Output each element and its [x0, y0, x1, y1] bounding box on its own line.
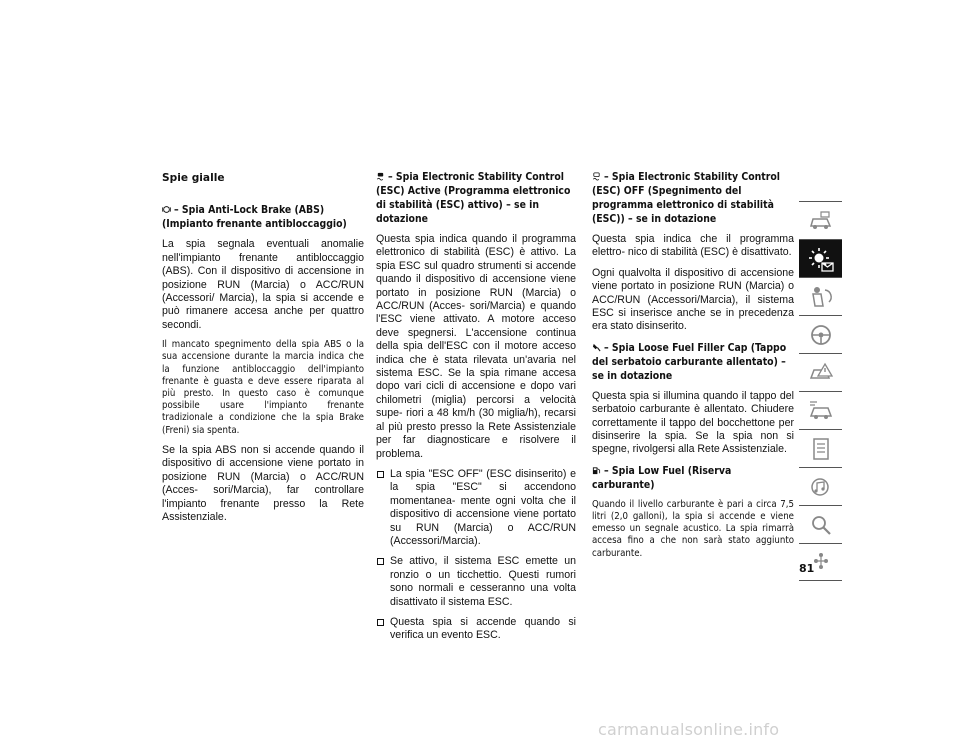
watermark: carmanualsonline.info — [598, 720, 780, 739]
low-fuel-note: Quando il livello carburante è pari a circa 7,5 litri (2,0 galloni), la spia si accende e viene emesso un segnale acustico. La spia rimarrà accesa fino a che non sarà stato aggiunto carburante. — [592, 498, 794, 559]
specifications-icon — [807, 436, 835, 462]
esc-heading — [376, 170, 576, 226]
fuel-cap-heading-text: – Spia Loose Fuel Filler Cap (Tappo del serbatoio carburante allentato) – se in dotazione — [592, 341, 787, 382]
abs-heading — [162, 203, 364, 231]
esc-bullet-2 — [376, 555, 576, 609]
fuel-pump-icon — [592, 466, 601, 475]
tab-index[interactable] — [799, 505, 842, 543]
tab-starting-driving[interactable] — [799, 315, 842, 353]
bullet-box — [377, 471, 384, 478]
tab-specifications[interactable] — [799, 429, 842, 467]
tab-warning-lights[interactable] — [799, 239, 842, 277]
esc-bullet-3 — [376, 616, 576, 643]
esc-off-heading-text: – Spia Electronic Stability Control (ESC) OFF (Spegnimento del programma elettronico di stabilità (ESC)) – se in dotazione — [592, 171, 781, 225]
abs-warning-icon — [162, 205, 171, 214]
tab-safety[interactable] — [799, 277, 842, 315]
esc-heading-text: – Spia Electronic Stability Control (ESC) Active (Programma elettronico di stabilità (ESC) attivo) – se in dotazione — [376, 171, 571, 225]
abs-paragraph-2: Se la spia ABS non si accende quando il dispositivo di accensione viene portato in posizione RUN (Marcia) o ACC/RUN (Acces- sori/Marcia), far controllare l'impianto frenante presso la Rete Assistenziale. — [162, 443, 364, 523]
multimedia-icon — [807, 474, 835, 500]
esc-bullet-2-text: Se attivo, il sistema ESC emette un ronzio o un ticchettio. Questi rumori sono normali e cesseranno una volta disattivato il sistema ESC. — [390, 555, 576, 608]
search-index-icon — [807, 512, 835, 538]
abs-paragraph-1: La spia segnala eventuali anomalie nell'impianto frenante antibloccaggio (ABS). Con il dispositivo di accensione in posizione RUN (Marcia) o ACC/RUN (Accessori/ Marcia), la spia si accende e può rimanere accesa anche per quattro secondi. — [162, 238, 364, 331]
esc-bullet-3-text: Questa spia si accende quando si verifica un evento ESC. — [390, 615, 576, 642]
safety-icon — [807, 284, 835, 310]
chapter-tabs — [799, 201, 842, 581]
tab-servicing[interactable] — [799, 391, 842, 429]
esc-off-heading — [592, 170, 794, 226]
warning-lights-icon — [807, 246, 835, 272]
vehicle-info-icon — [807, 208, 835, 234]
esc-off-paragraph-1: Questa spia indica che il programma elettro- nico di stabilità (ESC) è disattivato. — [592, 233, 794, 259]
bullet-box — [377, 558, 384, 565]
tab-multimedia[interactable] — [799, 467, 842, 505]
low-fuel-heading — [592, 464, 794, 492]
emergency-icon — [807, 360, 835, 386]
esc-off-paragraph-2: Ogni qualvolta il dispositivo di accensione viene portato in posizione RUN (Marcia) o ACC/RUN (Accessori/Marcia), il sistema ESC si inserisce anche se in precedenza era stato disinserito. — [592, 266, 794, 333]
fuel-cap-heading — [592, 341, 794, 383]
fuel-cap-paragraph: Questa spia si illumina quando il tappo del serbatoio carburante è allentato. Chiudere correttamente il tappo del bocchettone per disinserire la spia. Se la spia non si spegne, rivolgersi alla Rete Assistenziale. — [592, 389, 794, 456]
esc-paragraph: Questa spia indica quando il programma elettronico di stabilità (ESC) è attivo. La spia ESC sul quadro strumenti si accende quando il dispositivo di accensione viene portato in posizione RUN (Marcia) o ACC/RUN (Acces- sori/Marcia) e quando l'ESC viene attivato. A motore acceso deve spegnersi. L'accensione continua della spia dell'ESC con il motore acceso indica che è stata rilevata un'avaria nel sistema ESC. Se la spia rimane accesa dopo vari cicli di accensione e dopo vari chilometri (miglia) percorsi a velocità supe- riori a 48 km/h (30 miglia/h), recarsi al più presto presso la Rete Assistenziale per far diagnosticare e risolvere il problema. — [376, 233, 576, 460]
fuel-cap-icon — [592, 343, 601, 352]
tab-emergency[interactable] — [799, 353, 842, 391]
page-number: 81 — [799, 562, 815, 575]
esc-bullet-1-text: La spia "ESC OFF" (ESC disinserito) e la spia "ESC" si accendono momentanea- mente ogni volta che il dispositivo di accensione viene portato su RUN (Marcia) o ACC/RUN (Accessori/Marcia). — [390, 467, 576, 547]
esc-off-icon — [592, 172, 601, 181]
service-icon — [807, 398, 835, 424]
tab-vehicle-info[interactable] — [799, 201, 842, 239]
bullet-box — [377, 619, 384, 626]
low-fuel-heading-text: – Spia Low Fuel (Riserva carburante) — [592, 464, 732, 491]
esc-active-icon — [376, 172, 385, 181]
column-left — [162, 170, 364, 531]
abs-heading-text: – Spia Anti-Lock Brake (ABS) (Impianto frenante antibloccaggio) — [162, 204, 347, 231]
section-title: Spie gialle — [162, 172, 225, 184]
steering-wheel-icon — [807, 322, 835, 348]
column-right — [592, 170, 794, 567]
esc-bullet-1 — [376, 468, 576, 548]
abs-note: Il mancato spegnimento della spia ABS o la sua accensione durante la marcia indica che la funzione antibloccaggio dell'impianto frenante è guasta e deve essere riparata al più presto. In questo caso è comunque possibile usare l'impianto frenante tradizionale a condizione che la spia Brake (Freni) sia spenta. — [162, 339, 364, 436]
column-middle — [376, 170, 576, 650]
